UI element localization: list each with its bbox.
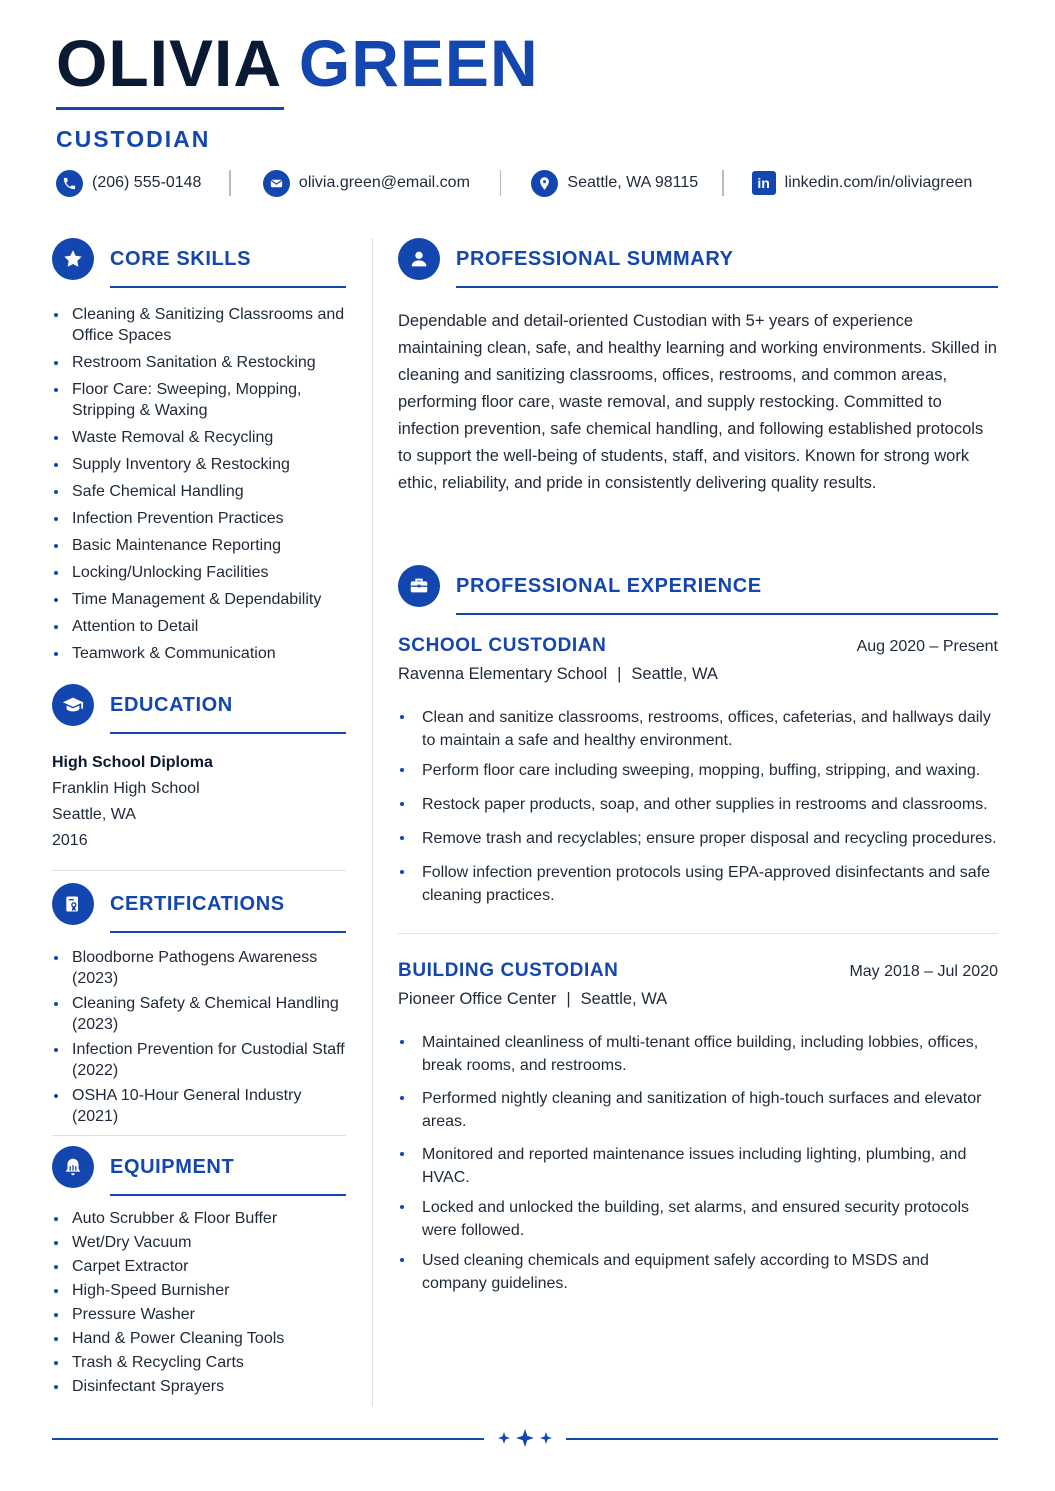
list-item: Attention to Detail	[52, 616, 346, 637]
location-text: Seattle, WA 98115	[567, 174, 699, 191]
list-item: Floor Care: Sweeping, Mopping, Stripping & Waxing	[52, 379, 346, 421]
list-item: Waste Removal & Recycling	[52, 427, 346, 448]
linkedin-text: linkedin.com/in/oliviagreen	[784, 174, 973, 191]
job-title: CUSTODIAN	[56, 126, 211, 152]
list-item: Auto Scrubber & Floor Buffer	[52, 1208, 346, 1229]
right-column	[398, 236, 998, 1295]
list-item: OSHA 10-Hour General Industry (2021)	[52, 1085, 346, 1127]
list-item: Hand & Power Cleaning Tools	[52, 1328, 346, 1349]
phone-icon	[56, 170, 83, 197]
contact-location	[531, 170, 698, 197]
list-item: Remove trash and recyclables; ensure proper disposal and recycling procedures.	[398, 827, 998, 850]
column-divider	[372, 238, 373, 1406]
job-position: SCHOOL CUSTODIAN	[398, 635, 607, 656]
job-employer-line	[398, 665, 998, 684]
list-item: High-Speed Burnisher	[52, 1280, 346, 1301]
education-rule	[110, 732, 346, 734]
skills-header	[52, 236, 346, 282]
email-icon	[263, 170, 290, 197]
contact-bar	[56, 168, 1001, 198]
contact-divider	[500, 170, 502, 196]
summary-text: Dependable and detail-oriented Custodian with 5+ years of experience maintaining clean, safe, and healthy learning and working environments. Skilled in cleaning and sanitizing classrooms, offices, restrooms, and common areas, performing floor care, waste removal, and supply restocking. Committed to infection prevention, safe chemical handling, and following established protocols to support the well-being of students, staff, and visitors. Known for strong work ethic, reliability, and pride in consistently delivering quality results.	[398, 312, 997, 492]
contact-email[interactable]	[263, 170, 470, 197]
summary-rule	[456, 286, 998, 288]
list-item: Teamwork & Communication	[52, 643, 346, 664]
separator: |	[566, 990, 571, 1008]
list-item: Clean and sanitize classrooms, restrooms, offices, cafeterias, and hallways daily to maintain a safe and healthy environment.	[398, 706, 998, 752]
footer-ornament	[494, 1426, 556, 1450]
job-divider	[398, 933, 998, 934]
list-item: Locking/Unlocking Facilities	[52, 562, 346, 583]
list-item: Cleaning Safety & Chemical Handling (2023)	[52, 993, 346, 1035]
section-divider	[52, 1135, 346, 1136]
location-icon	[531, 170, 558, 197]
job-bullets	[398, 706, 998, 907]
contact-divider	[229, 170, 231, 196]
equipment-rule	[110, 1194, 346, 1196]
list-item: Infection Prevention for Custodial Staff (2022)	[52, 1039, 346, 1081]
list-item: Perform floor care including sweeping, mopping, buffing, stripping, and waxing.	[398, 759, 998, 782]
list-item: Basic Maintenance Reporting	[52, 535, 346, 556]
list-item: Follow infection prevention protocols using EPA-approved disinfectants and safe cleaning practices.	[398, 861, 998, 907]
linkedin-icon: in	[752, 171, 776, 195]
candidate-name	[56, 26, 539, 100]
school-location: Seattle, WA	[52, 806, 136, 823]
certifications-list	[52, 947, 346, 1127]
job-dates: May 2018 – Jul 2020	[849, 963, 998, 980]
graduation-cap-icon	[52, 684, 94, 726]
job-entry	[398, 960, 998, 1295]
equipment-title: EQUIPMENT	[110, 1155, 235, 1178]
person-icon	[398, 238, 440, 280]
star-icon	[52, 238, 94, 280]
list-item: Performed nightly cleaning and sanitization of high-touch surfaces and elevator areas.	[398, 1087, 998, 1133]
name-underline	[56, 107, 284, 110]
list-item: Cleaning & Sanitizing Classrooms and Office Spaces	[52, 304, 346, 346]
experience-header	[398, 563, 998, 609]
separator: |	[617, 665, 622, 683]
sparkle-icon	[540, 1432, 552, 1444]
list-item: Used cleaning chemicals and equipment safely according to MSDS and company guidelines.	[398, 1249, 998, 1295]
briefcase-icon	[398, 565, 440, 607]
list-item: Time Management & Dependability	[52, 589, 346, 610]
list-item: Maintained cleanliness of multi-tenant office building, including lobbies, offices, break rooms, and restrooms.	[398, 1031, 998, 1077]
certifications-rule	[110, 931, 346, 933]
skills-list	[52, 304, 346, 664]
skills-title: CORE SKILLS	[110, 247, 252, 270]
job-location: Seattle, WA	[631, 665, 718, 683]
section-divider	[52, 870, 346, 871]
education-block	[52, 750, 346, 854]
list-item: Infection Prevention Practices	[52, 508, 346, 529]
degree: High School Diploma	[52, 754, 213, 771]
email-text: olivia.green@email.com	[298, 174, 470, 191]
certifications-header	[52, 881, 346, 927]
footer-rule-left	[52, 1438, 484, 1440]
job-position: BUILDING CUSTODIAN	[398, 960, 619, 981]
sparkle-icon	[516, 1429, 534, 1447]
job-location: Seattle, WA	[580, 990, 668, 1008]
summary-header	[398, 236, 998, 282]
equipment-header	[52, 1144, 346, 1190]
certificate-icon	[52, 883, 94, 925]
contact-divider	[722, 170, 724, 196]
education-title: EDUCATION	[110, 693, 233, 716]
contact-phone[interactable]	[56, 170, 201, 197]
skills-rule	[110, 286, 346, 288]
phone-text: (206) 555-0148	[92, 174, 202, 191]
experience-rule	[456, 613, 998, 615]
graduation-year: 2016	[52, 832, 88, 849]
job-bullets	[398, 1031, 998, 1295]
list-item: Safe Chemical Handling	[52, 481, 346, 502]
sparkle-icon	[498, 1432, 510, 1444]
summary-title: PROFESSIONAL SUMMARY	[456, 247, 734, 270]
list-item: Restroom Sanitation & Restocking	[52, 352, 346, 373]
list-item: Restock paper products, soap, and other supplies in restrooms and classrooms.	[398, 793, 998, 816]
equipment-list	[52, 1208, 346, 1397]
bell-icon	[52, 1146, 94, 1188]
footer-rule-right	[566, 1438, 998, 1440]
left-column	[52, 236, 346, 1400]
job-employer: Ravenna Elementary School	[398, 665, 608, 683]
job-dates: Aug 2020 – Present	[856, 638, 998, 655]
experience-title: PROFESSIONAL EXPERIENCE	[456, 574, 762, 597]
education-header	[52, 682, 346, 728]
list-item: Carpet Extractor	[52, 1256, 346, 1277]
job-employer: Pioneer Office Center	[398, 990, 557, 1008]
certifications-title: CERTIFICATIONS	[110, 892, 285, 915]
last-name: GREEN	[298, 26, 539, 100]
list-item: Supply Inventory & Restocking	[52, 454, 346, 475]
list-item: Monitored and reported maintenance issues including lighting, plumbing, and HVAC.	[398, 1143, 998, 1189]
list-item: Locked and unlocked the building, set alarms, and ensured security protocols were followed.	[398, 1196, 998, 1242]
first-name: OLIVIA	[56, 26, 280, 100]
list-item: Wet/Dry Vacuum	[52, 1232, 346, 1253]
contact-linkedin[interactable]	[752, 171, 973, 195]
list-item: Disinfectant Sprayers	[52, 1376, 346, 1397]
list-item: Pressure Washer	[52, 1304, 346, 1325]
list-item: Bloodborne Pathogens Awareness (2023)	[52, 947, 346, 989]
job-employer-line	[398, 990, 998, 1009]
job-entry	[398, 635, 998, 907]
list-item: Trash & Recycling Carts	[52, 1352, 346, 1373]
school-name: Franklin High School	[52, 780, 200, 797]
